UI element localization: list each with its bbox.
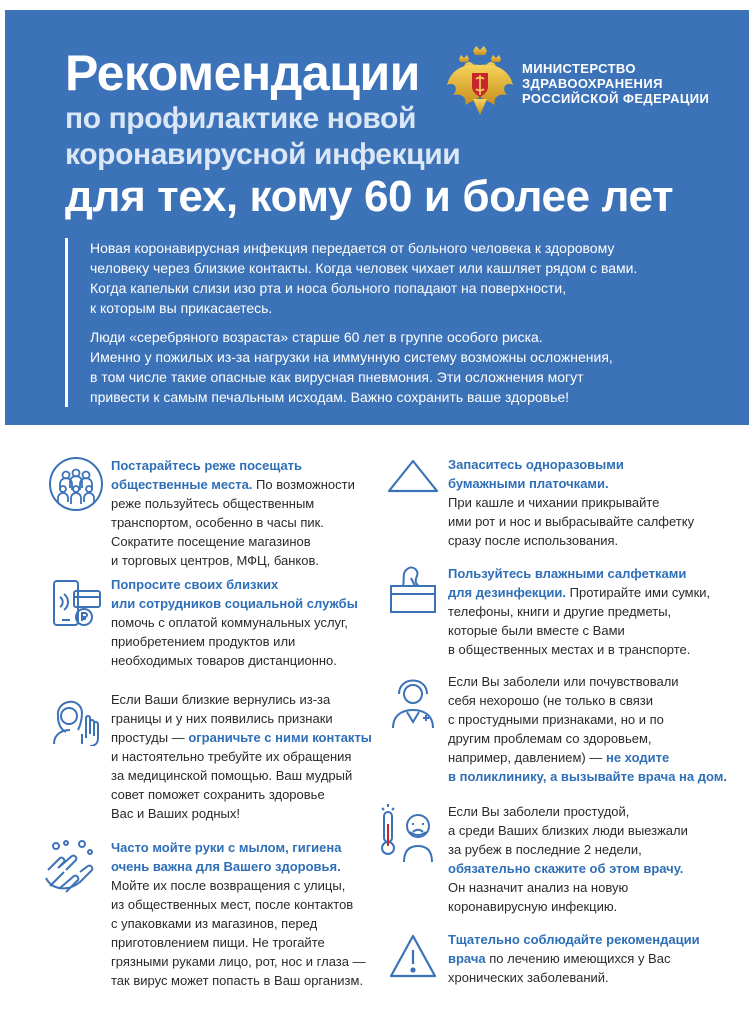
doctor-highlight: не ходите в поликлинику, а вызывайте врача на дом.: [448, 750, 727, 784]
chronic-highlight: Тщательно соблюдайте рекомендации врача: [448, 932, 700, 966]
double-headed-eagle-emblem-icon: [445, 45, 515, 117]
tissues-highlight: Запаситесь одноразовыми бумажными платочками.: [448, 457, 624, 491]
subtitle-line-2: коронавирусной инфекции: [65, 138, 461, 171]
wipes-text: Протирайте ими сумки, телефоны, книги и другие предметы, которые были вместе с Вами в общественных местах и в транспорте.: [448, 585, 711, 657]
subtitle-line-1: по профилактике новой: [65, 102, 417, 135]
travel-text-2: и настоятельно требуйте их обращения за медицинской помощью. Ваш мудрый совет поможет сохранить здоровье Вас и Ваших родных!: [111, 749, 353, 821]
ministry-line-2: ЗДРАВООХРАНЕНИЯ: [522, 76, 663, 91]
crowds-text: По возможности реже пользуйтесь общественным транспортом, особенно в часы пик. Сократите посещение магазинов и торговых центров, МФЦ, банков.: [111, 477, 355, 568]
help-text: помочь с оплатой коммунальных услуг, приобретением продуктов или необходимых товаров дистанционно.: [111, 615, 348, 668]
travel-text-1: Если Ваши близкие вернулись из-за границы и у них появились признаки простуды —: [111, 692, 333, 745]
wipes-highlight: Пользуйтесь влажными салфетками для дезинфекции.: [448, 566, 687, 600]
crowds-highlight: Постарайтесь реже посещать общественные места.: [111, 458, 303, 492]
woman-stop-hand-icon: [48, 690, 104, 746]
travel-highlight: ограничьте с ними контакты: [188, 730, 372, 745]
chronic-text: по лечению имеющихся у Вас хронических заболеваний.: [448, 951, 671, 985]
help-highlight: Попросите своих близких или сотрудников социальной службы: [111, 577, 358, 611]
doctor-text: Если Вы заболели или почувствовали себя нехорошо (не только в связи с простудными признаками, но и по другим проблемам со здоровьем, например, давлением) —: [448, 674, 679, 765]
thermometer-sick-person-icon: [378, 802, 440, 864]
phone-payment-icon: [48, 575, 104, 631]
header-banner: [5, 10, 749, 425]
intro-paragraph-1: Новая коронавирусная инфекция передается от больного человека к здоровому человеку через близкие контакты. Когда человек чихает или кашляет рядом с вами. Когда капельки слизи изо рта и носа больного попадают на поверхности, к которым вы прикасаетесь.: [90, 240, 638, 316]
travel-report-text-1: Если Вы заболели простудой, а среди Ваших близких люди выезжали за рубеж в последние 2 недели,: [448, 804, 688, 857]
crowd-icon: [48, 456, 104, 512]
intro-paragraph-2: Люди «серебряного возраста» старше 60 лет в группе особого риска. Именно у пожилых из-за нагрузки на иммунную систему возможны осложнения, в том числе такие опасные как вирусная пневмония. Эти осложнения могут привести к самым печальным исходам. Важно сохранить ваше здоровье!: [90, 329, 613, 405]
ministry-line-1: МИНИСТЕРСТВО: [522, 61, 636, 76]
hand-washing-icon: [42, 838, 98, 894]
warning-triangle-icon: [385, 930, 441, 986]
travel-report-highlight: обязательно скажите об этом врачу.: [448, 861, 684, 876]
audience-title: для тех, кому 60 и более лет: [65, 172, 674, 221]
travel-report-text-2: Он назначит анализ на новую коронавирусную инфекцию.: [448, 880, 629, 914]
intro-block: [65, 238, 705, 407]
hands-highlight: Часто мойте руки с мылом, гигиена очень важна для Вашего здоровья.: [111, 840, 342, 874]
tissues-text: При кашле и чихании прикрывайте ими рот и нос и выбрасывайте салфетку сразу после использования.: [448, 495, 695, 548]
ministry-logo: [445, 45, 745, 125]
wet-wipes-box-icon: [385, 564, 441, 620]
tissue-triangle-icon: [385, 455, 441, 511]
hands-text: Мойте их после возвращения с улицы, из общественных мест, после контактов с упаковками из магазинов, перед приготовлением пищи. Не трогайте грязными руками лицо, рот, нос и глаза — так вирус может попасть в Ваш организм.: [111, 878, 366, 988]
ministry-line-3: РОССИЙСКОЙ ФЕДЕРАЦИИ: [522, 91, 710, 106]
doctor-icon: [385, 672, 441, 728]
page-title: Рекомендации: [65, 45, 420, 101]
